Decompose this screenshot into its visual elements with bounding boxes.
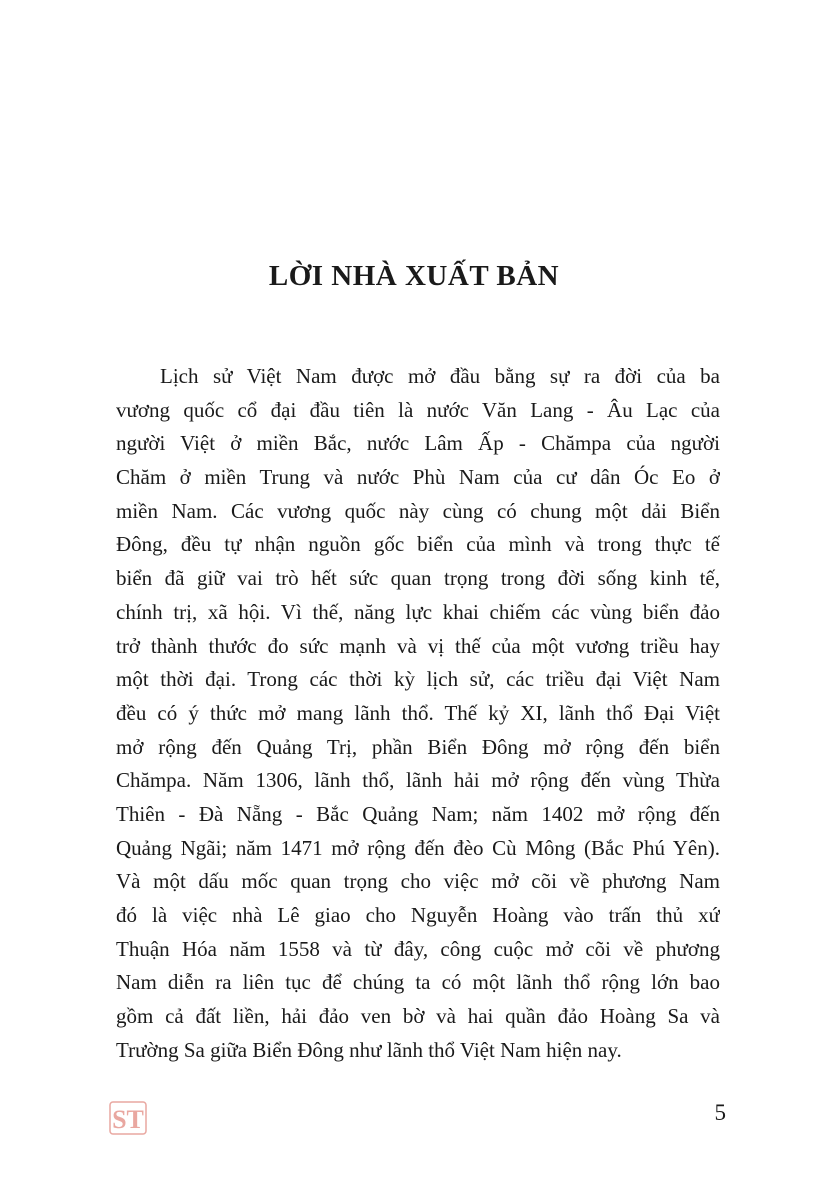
paragraph-line: Chăm ở miền Trung và nước Phù Nam của cư dân Óc Eo ở <box>116 465 720 490</box>
paragraph-line: một thời đại. Trong các thời kỳ lịch sử, các triều đại Việt Nam <box>116 667 720 692</box>
paragraph-line: chính trị, xã hội. Vì thế, năng lực khai chiếm các vùng biển đảo <box>116 599 720 624</box>
paragraph-line: Nam diễn ra liên tục để chúng ta có một lãnh thổ rộng lớn bao <box>116 970 720 995</box>
paragraph-line: vương quốc cổ đại đầu tiên là nước Văn Lang - Âu Lạc của <box>116 397 720 422</box>
paragraph-line: trở thành thước đo sức mạnh và vị thế của một vương triều hay <box>116 633 720 658</box>
paragraph-line: biển đã giữ vai trò hết sức quan trọng trong đời sống kinh tế, <box>116 566 720 591</box>
paragraph-line: miền Nam. Các vương quốc này cùng có chung một dải Biển <box>116 498 720 523</box>
paragraph-line: đó là việc nhà Lê giao cho Nguyễn Hoàng vào trấn thủ xứ <box>116 903 720 927</box>
paragraph-line: Trường Sa giữa Biển Đông như lãnh thổ Việt Nam hiện nay. <box>116 1037 622 1062</box>
paragraph-line: Thuận Hóa năm 1558 và từ đây, công cuộc mở cõi về phương <box>116 936 720 961</box>
body-paragraph <box>116 360 720 1067</box>
paragraph-line: đều có ý thức mở mang lãnh thổ. Thế kỷ XI, lãnh thổ Đại Việt <box>116 700 720 725</box>
paragraph-line: Và một dấu mốc quan trọng cho việc mở cõi về phương Nam <box>116 869 720 894</box>
paragraph-line: người Việt ở miền Bắc, nước Lâm Ấp - Chămpa của người <box>116 431 720 456</box>
paragraph-line: Thiên - Đà Nẵng - Bắc Quảng Nam; năm 1402 mở rộng đến <box>116 801 720 826</box>
paragraph-line: gồm cả đất liền, hải đảo ven bờ và hai quần đảo Hoàng Sa và <box>116 1004 720 1029</box>
paragraph-line: Quảng Ngãi; năm 1471 mở rộng đến đèo Cù Mông (Bắc Phú Yên). <box>116 835 720 860</box>
logo-text: ST <box>112 1105 144 1134</box>
paragraph-line: Lịch sử Việt Nam được mở đầu bằng sự ra đời của ba <box>160 364 720 388</box>
paragraph-line: Chămpa. Năm 1306, lãnh thổ, lãnh hải mở rộng đến vùng Thừa <box>116 768 720 793</box>
paragraph-line: mở rộng đến Quảng Trị, phần Biển Đông mở rộng đến biển <box>116 734 720 759</box>
paragraph-line: Đông, đều tự nhận nguồn gốc biển của mình và trong thực tế <box>116 532 720 557</box>
page-number: 5 <box>714 1100 726 1125</box>
publisher-logo-icon <box>108 1098 148 1138</box>
page-title: LỜI NHÀ XUẤT BẢN <box>268 260 560 292</box>
